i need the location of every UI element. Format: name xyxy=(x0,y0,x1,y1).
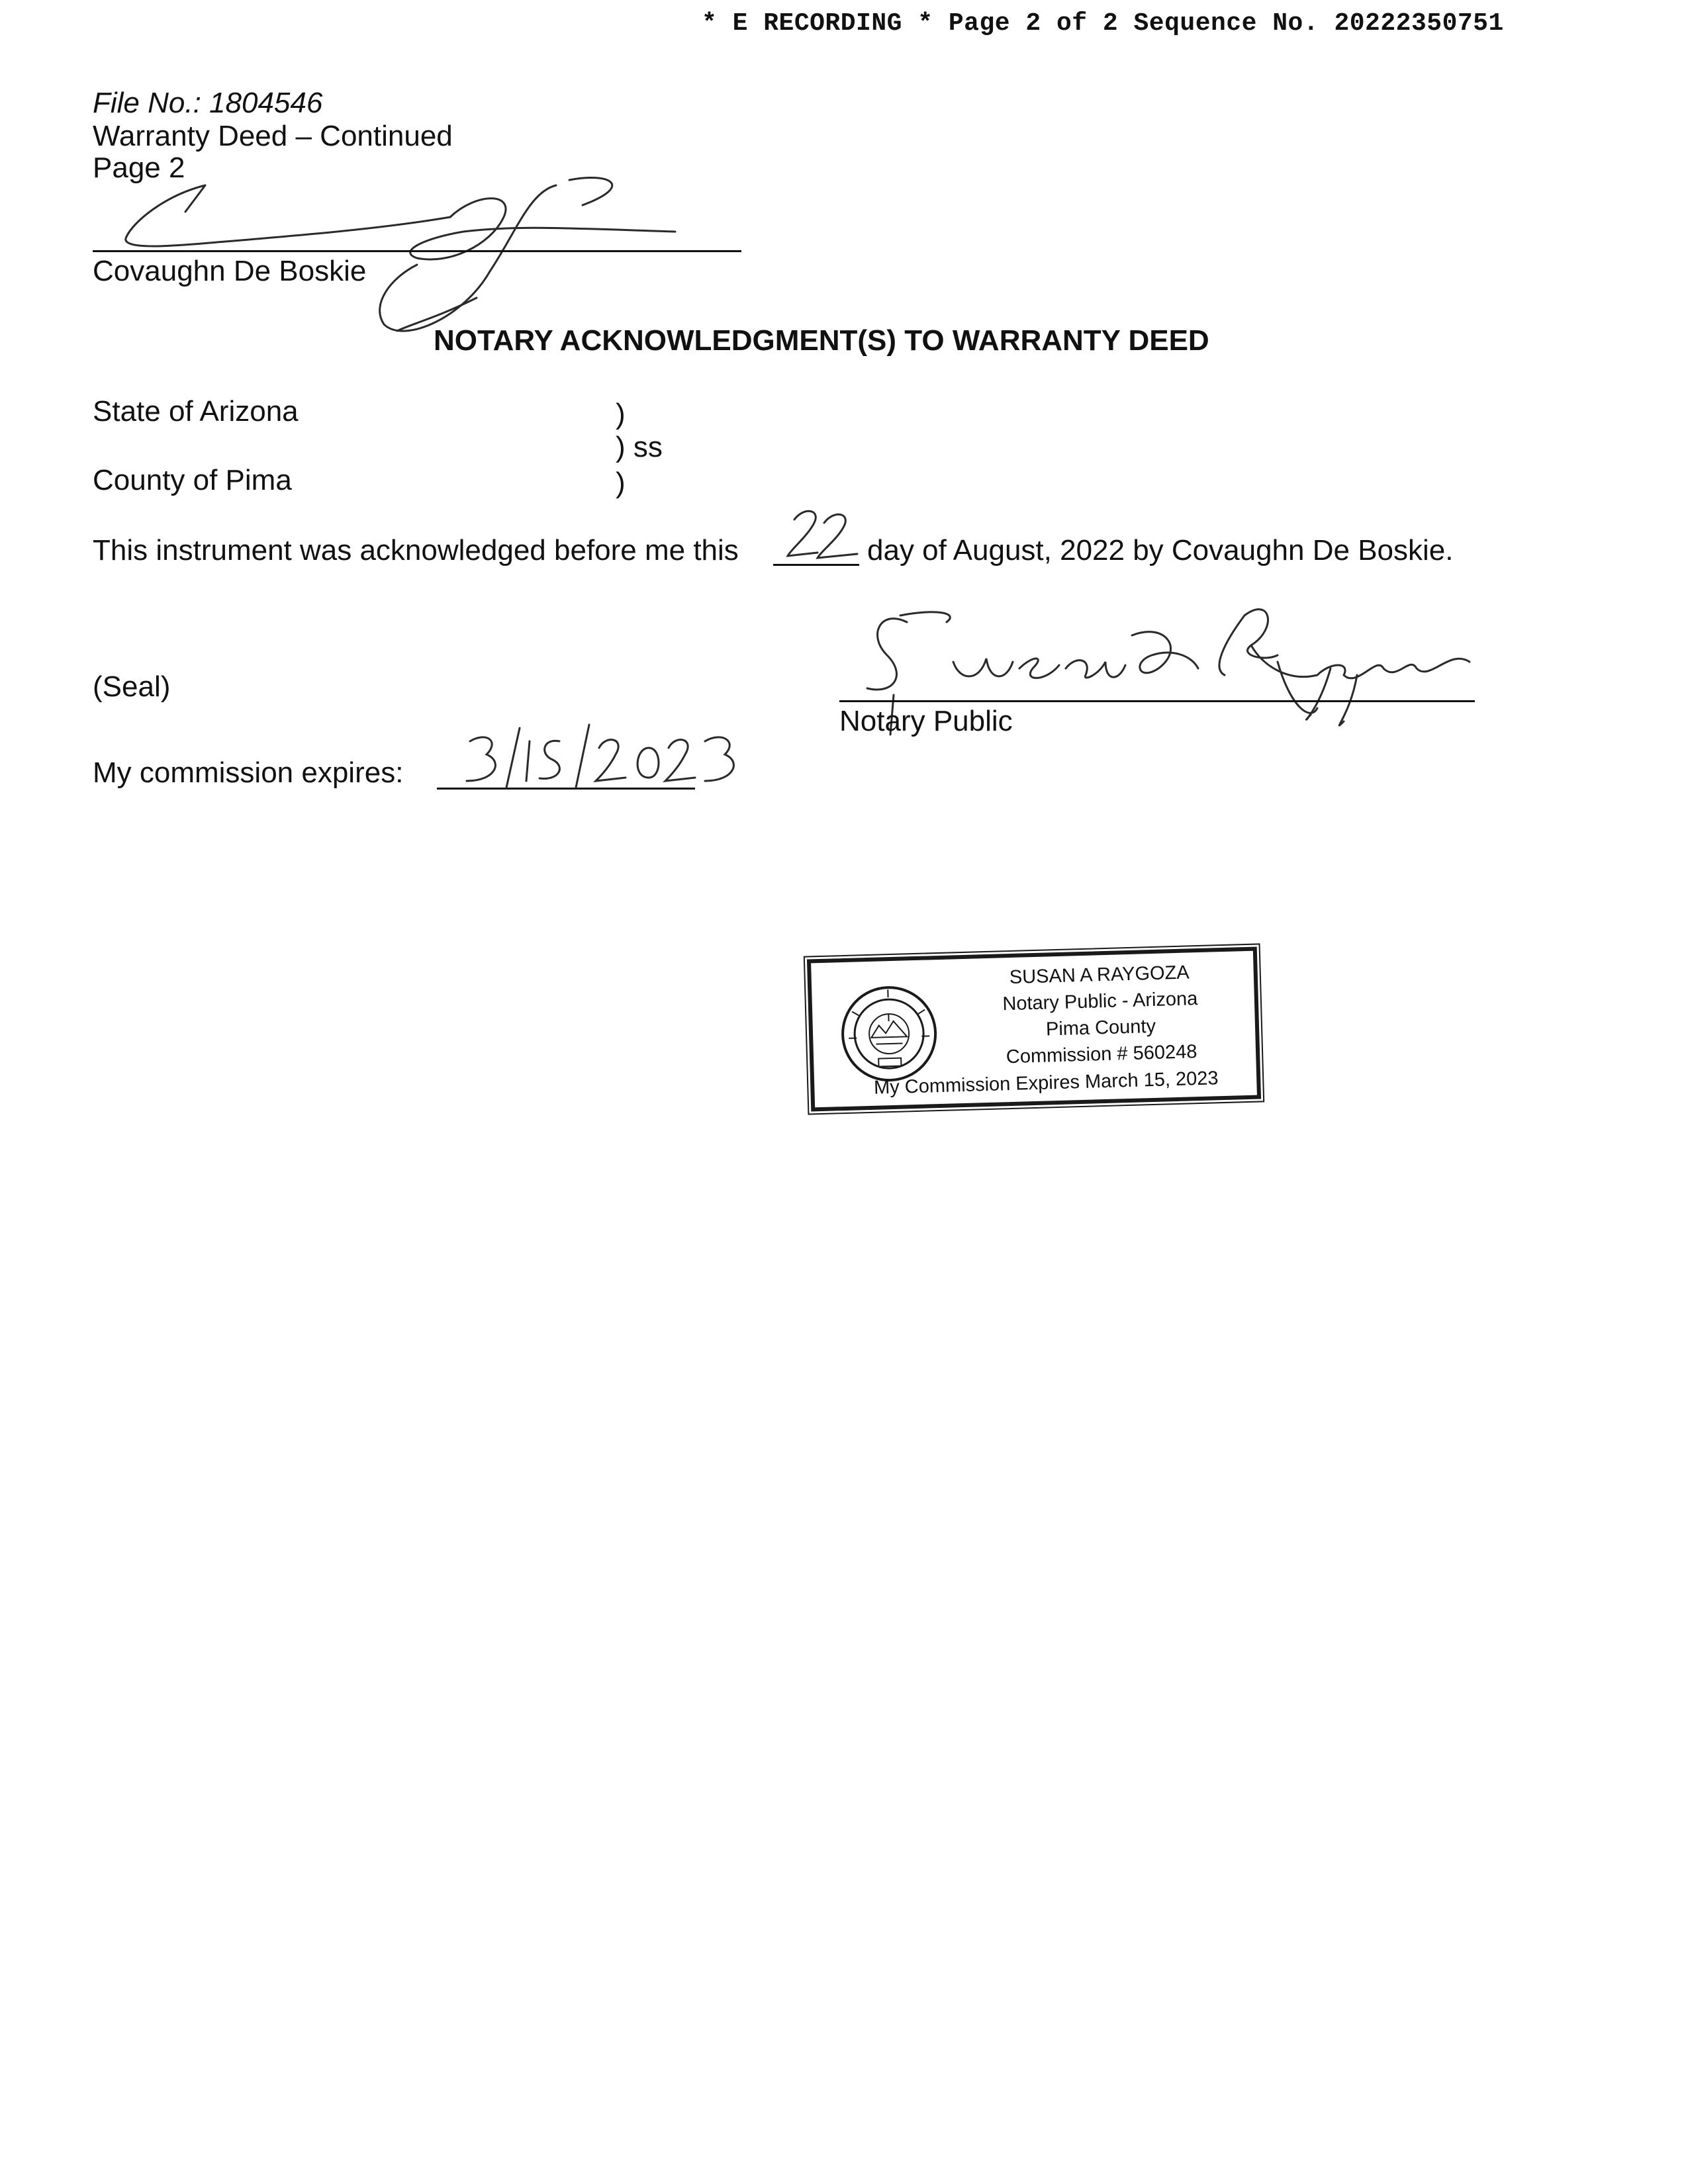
venue-paren-top: ) xyxy=(616,398,626,430)
handwritten-expiration-date xyxy=(450,715,781,801)
notary-signature-line xyxy=(839,700,1475,702)
grantor-name: Covaughn De Boskie xyxy=(93,255,367,287)
grantor-signature-line xyxy=(93,250,741,252)
seal-label: (Seal) xyxy=(93,670,171,703)
document-continued-label: Warranty Deed – Continued xyxy=(93,120,453,152)
stamp-commission-expires: My Commission Expires March 15, 2023 xyxy=(873,1068,1219,1099)
stamp-notary-name: SUSAN A RAYGOZA xyxy=(1009,962,1190,988)
page-label: Page 2 xyxy=(93,152,185,184)
handwritten-day xyxy=(781,500,867,566)
state-label: State of Arizona xyxy=(93,395,299,428)
stamp-county: Pima County xyxy=(1045,1015,1156,1040)
county-label: County of Pima xyxy=(93,464,292,496)
recording-header: * E RECORDING * Page 2 of 2 Sequence No. 20222350751 xyxy=(702,9,1504,38)
acknowledgment-text-after: day of August, 2022 by Covaughn De Boskie. xyxy=(867,534,1454,567)
notary-public-label: Notary Public xyxy=(839,705,1013,737)
acknowledgment-title: NOTARY ACKNOWLEDGMENT(S) TO WARRANTY DEED xyxy=(434,324,1209,357)
arizona-state-seal-icon xyxy=(838,983,940,1085)
acknowledgment-text-before: This instrument was acknowledged before me this xyxy=(93,534,739,567)
stamp-notary-title: Notary Public - Arizona xyxy=(1002,988,1198,1015)
notary-stamp xyxy=(807,947,1261,1112)
file-number: File No.: 1804546 xyxy=(93,87,323,119)
stamp-commission-number: Commission # 560248 xyxy=(1006,1041,1197,1068)
venue-paren-bottom: ) xyxy=(616,467,626,499)
venue-ss: ) ss xyxy=(616,431,663,463)
commission-expires-label: My commission expires: xyxy=(93,756,404,789)
